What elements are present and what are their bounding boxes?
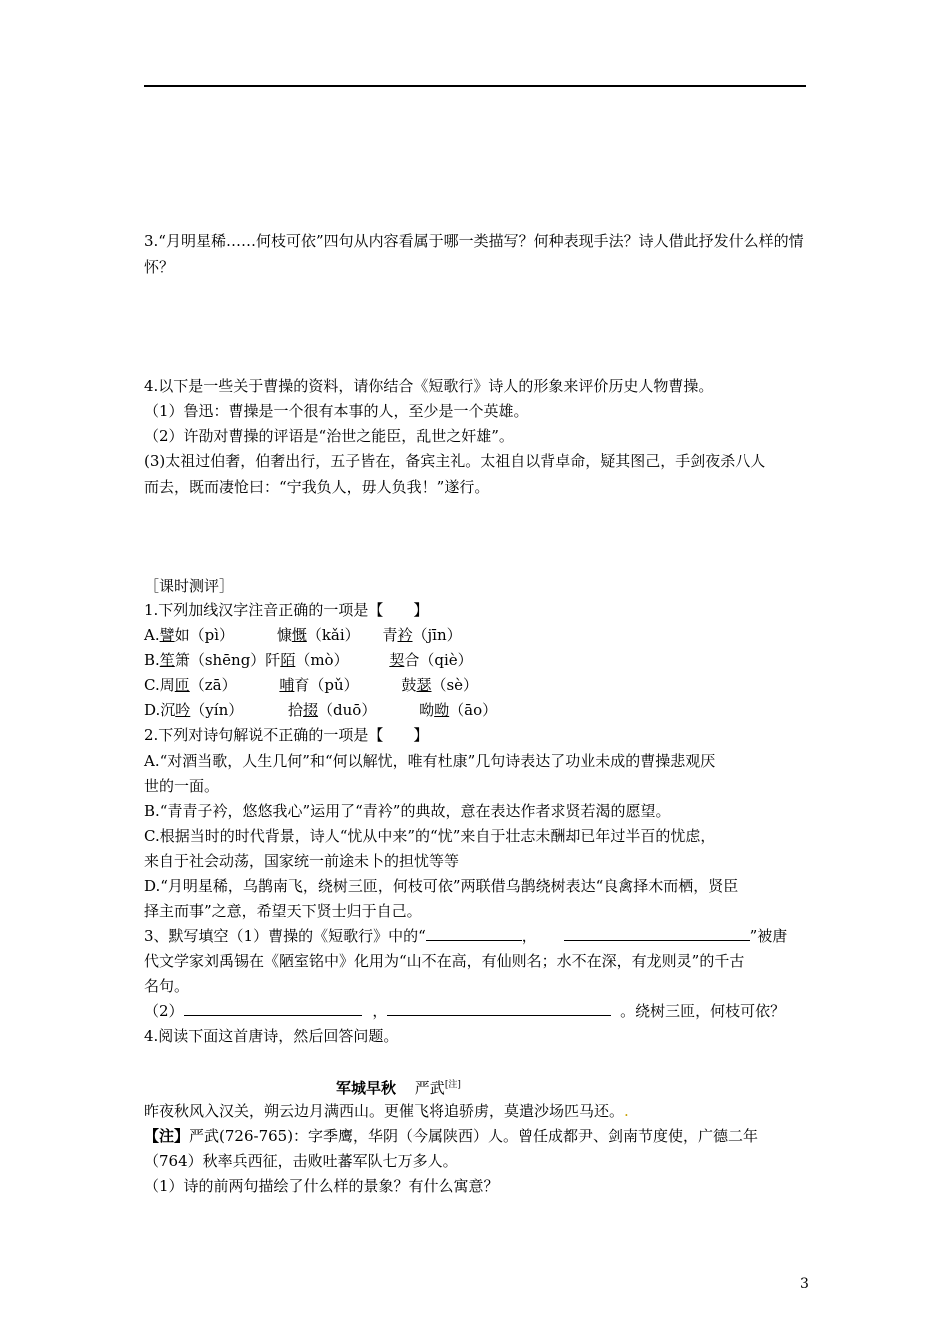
poem-body: 昨夜秋风入汉关，朔云边月满西山。更催飞将追骄虏，莫遣沙场匹马还。 [144,1102,625,1120]
fill3-line-2: 代文学家刘禹锡在《陋室铭中》化用为“山不在高，有仙则名；水不在深，有龙则灵”的千古 [144,952,745,970]
underlined-char: 吟 [175,701,191,719]
underlined-char: 契 [389,651,405,669]
question-3: 3.“月明星稀……何枝可依”四句从内容看属于哪一类描写？何种表现手法？诗人借此抒发什么样的情怀？ [144,232,804,276]
fill-text: （2） [144,1002,184,1020]
mc2-line: 择主而事”之意，希望天下贤士归于自己。 [144,902,422,920]
poem-note-2: （764）秋率兵西征，击败吐蕃军队七万多人。 [144,1152,458,1170]
underlined-char: 掇 [303,701,319,719]
option-text: （jīn） [412,626,462,644]
fill-text: ， [372,1002,388,1020]
option-text: （sè） [431,676,479,694]
underlined-char: 瑟 [416,676,432,694]
question-4-stem: 4.以下是一些关于曹操的资料，请你结合《短歌行》诗人的形象来评价历史人物曹操。 [144,377,714,395]
underlined-char: 匝 [174,676,190,694]
fill-text: 3、默写填空（1）曹操的《短歌行》中的“ [144,927,426,945]
option-text: 箫（shēng）阡 [174,651,281,669]
option-label: B. [144,651,160,669]
poem-subquestion-1: （1）诗的前两句描绘了什么样的景象？有什么寓意？ [144,1177,499,1195]
option-text: 合（qiè） [404,651,473,669]
mc2-line: A.“对酒当歌，人生几何”和“何以解忧，唯有杜康”几句诗表达了功业未成的曹操悲观厌 [144,752,716,770]
page-number: 3 [800,1276,809,1292]
option-text: （zā） [189,676,237,694]
option-text: （mò） [295,651,349,669]
mc1-option-b [144,650,473,670]
option-text: 育（pǔ） [294,676,359,694]
underlined-char: 慨 [291,626,307,644]
question-4-item: 而去，既而凄怆曰：“宁我负人，毋人负我！”遂行。 [144,478,490,496]
underlined-char: 陌 [280,651,296,669]
answer-blank[interactable] [184,1001,362,1016]
answer-blank[interactable] [387,1001,611,1016]
option-text: 呦 [419,701,435,719]
option-text: 沉 [160,701,176,719]
option-text: 如（pì） [174,626,235,644]
top-rule [144,85,806,87]
option-text: 慷 [276,626,292,644]
option-text: 青 [382,626,398,644]
option-text: 拾 [288,701,304,719]
mc2-line: B.“青青子衿，悠悠我心”运用了“青衿”的典故，意在表达作者求贤若渴的愿望。 [144,802,671,820]
poem-author: 严武 [414,1079,445,1097]
mc2-line: D.“月明星稀，乌鹊南飞，绕树三匝，何枝可依”两联借乌鹊绕树表达“良禽择木而栖，贤臣 [144,877,739,895]
mc2-line: 来自于社会动荡，国家统一前途未卜的担忧等等 [144,852,460,870]
mc2-line: 世的一面。 [144,777,220,795]
poem-heading [336,1075,461,1098]
option-label: A. [144,626,160,644]
option-text: （āo） [449,701,498,719]
poem-note-1 [144,1126,758,1146]
underlined-char: 哺 [279,676,295,694]
mc1-option-a [144,625,462,645]
section-title: ［课时测评］ [144,577,235,595]
underlined-char: 譬 [159,626,175,644]
underlined-char: 呦 [434,701,450,719]
underlined-char: 笙 [159,651,175,669]
fill-text: ”被唐 [749,927,788,945]
poem-text [144,1101,629,1121]
option-text: （kǎi） [306,626,360,644]
option-text: （yín） [190,701,244,719]
fill3-line-3: 名句。 [144,977,190,995]
mc1-option-d [144,700,497,720]
dot-mark: . [624,1102,629,1120]
option-label: D. [144,701,161,719]
answer-blank[interactable] [426,926,522,941]
mc1-stem: 1.下列加线汉字注音正确的一项是【 】 [144,601,429,619]
note-text: 严武(726-765)：字季鹰，华阴（今属陕西）人。曾任成都尹、剑南节度使，广德二年 [189,1127,759,1145]
mc2-line: C.根据当时的时代背景，诗人“忧从中来”的“忧”来自于壮志未酬却已年过半百的忧虑， [144,827,716,845]
question-4-read: 4.阅读下面这首唐诗，然后回答问题。 [144,1027,399,1045]
mc1-option-c [144,675,478,695]
note-label: 【注】 [144,1127,190,1145]
note-mark: [注] [444,1080,461,1090]
question-4-item: （1）鲁迅：曹操是一个很有本事的人，至少是一个英雄。 [144,402,529,420]
fill3-line-4 [144,1001,785,1021]
answer-blank[interactable] [564,926,750,941]
option-label: C. [144,676,160,694]
option-text: （duō） [318,701,377,719]
option-text: 鼓 [401,676,417,694]
poem-title: 军城早秋 [336,1079,397,1097]
mc2-stem: 2.下列对诗句解说不正确的一项是【 】 [144,726,429,744]
fill-text: ， [521,927,537,945]
fill-text: 。绕树三匝，何枝可依？ [620,1002,786,1020]
fill3-line-1 [144,926,787,946]
question-4-item: (3)太祖过伯奢，伯奢出行，五子皆在，备宾主礼。太祖自以背卓命，疑其图己，手剑夜杀八人 [144,452,766,470]
question-4-item: （2）许劭对曹操的评语是“治世之能臣，乱世之奸雄”。 [144,427,514,445]
option-text: 周 [159,676,175,694]
underlined-char: 衿 [397,626,413,644]
